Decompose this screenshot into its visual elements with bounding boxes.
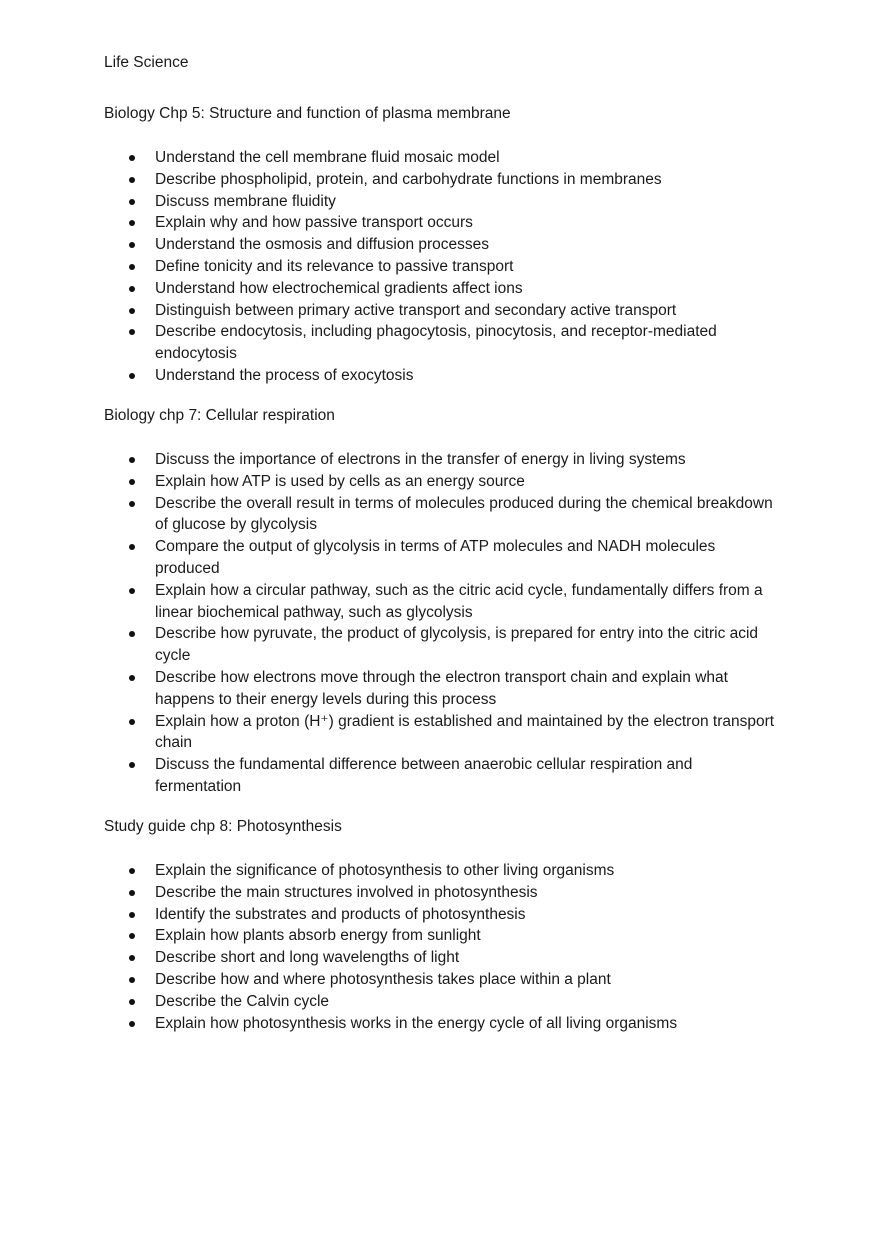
list-item: [104, 623, 775, 667]
bullet-icon: [129, 264, 135, 270]
bullet-icon: [129, 1021, 135, 1027]
objective-list: [104, 860, 794, 1034]
list-item: [104, 471, 775, 493]
list-item-text: Describe short and long wavelengths of light: [155, 949, 460, 967]
list-item-text: Explain how ATP is used by cells as an energy source: [155, 472, 525, 490]
list-item-text: Explain why and how passive transport occurs: [155, 214, 473, 232]
list-item-text: Explain the significance of photosynthesis to other living organisms: [155, 862, 615, 879]
bullet-icon: [129, 675, 135, 681]
list-item: [104, 256, 775, 278]
bullet-icon: [129, 762, 135, 768]
bullet-icon: [129, 631, 135, 637]
list-item-text: Describe the Calvin cycle: [155, 992, 330, 1010]
list-item-text: Understand how electrochemical gradients affect ions: [155, 279, 523, 297]
bullet-icon: [129, 999, 135, 1005]
bullet-icon: [129, 719, 135, 725]
list-item: [104, 860, 775, 882]
list-item-text: Describe endocytosis, including phagocytosis, pinocytosis, and receptor-mediated endocytosis: [155, 323, 717, 363]
bullet-icon: [129, 955, 135, 961]
list-item: [104, 882, 775, 904]
bullet-icon: [129, 199, 135, 205]
bullet-icon: [129, 286, 135, 292]
bullet-icon: [129, 912, 135, 918]
list-item-text: Distinguish between primary active transport and secondary active transport: [155, 301, 677, 319]
bullet-icon: [129, 479, 135, 485]
list-item-text: Describe how and where photosynthesis takes place within a plant: [155, 970, 611, 988]
bullet-icon: [129, 242, 135, 248]
list-item: [104, 278, 775, 300]
bullet-icon: [129, 373, 135, 379]
list-item-text: Describe the overall result in terms of molecules produced during the chemical breakdown of glucose by glycolysis: [155, 494, 773, 534]
section-chapter-7: [104, 406, 794, 798]
list-item-text: Explain how plants absorb energy from sunlight: [155, 927, 481, 945]
list-item-text: Compare the output of glycolysis in terms of ATP molecules and NADH molecules produced: [155, 538, 716, 577]
section-chapter-8: [104, 817, 794, 1034]
section-chapter-5: [104, 104, 794, 387]
list-item: [104, 947, 775, 969]
section-heading: Study guide chp 8: Photosynthesis: [104, 818, 342, 835]
section-heading: Biology chp 7: Cellular respiration: [104, 407, 335, 424]
bullet-icon: [129, 155, 135, 161]
bullet-icon: [129, 588, 135, 594]
list-item-text: Discuss the fundamental difference between anaerobic cellular respiration and fermentation: [155, 756, 693, 795]
bullet-icon: [129, 329, 135, 335]
list-item: [104, 300, 775, 322]
list-item: [104, 212, 775, 234]
bullet-icon: [129, 177, 135, 183]
list-item: [104, 711, 775, 755]
list-item-text: Discuss membrane fluidity: [155, 192, 336, 210]
list-item: [104, 321, 775, 365]
list-item-text: Explain how a circular pathway, such as the citric acid cycle, fundamentally differs from a linear biochemical pathway, such as glycolysis: [155, 581, 763, 621]
list-item: [104, 754, 775, 798]
list-item: [104, 667, 775, 711]
objective-list: [104, 449, 794, 798]
list-item: [104, 969, 775, 991]
list-item: [104, 580, 775, 624]
list-item: [104, 449, 775, 471]
bullet-icon: [129, 220, 135, 226]
list-item: [104, 536, 775, 580]
list-item: [104, 365, 775, 387]
list-item-text: Identify the substrates and products of photosynthesis: [155, 905, 526, 923]
list-item-text: Discuss the importance of electrons in the transfer of energy in living systems: [155, 451, 686, 468]
list-item-text: Understand the osmosis and diffusion processes: [155, 236, 490, 254]
bullet-icon: [129, 933, 135, 939]
list-item-text: Describe phospholipid, protein, and carbohydrate functions in membranes: [155, 170, 662, 188]
list-item-text: Explain how photosynthesis works in the energy cycle of all living organisms: [155, 1014, 678, 1032]
objective-list: [104, 147, 794, 387]
list-item: [104, 904, 775, 926]
list-item-text: Describe the main structures involved in photosynthesis: [155, 883, 538, 901]
list-item-text: Explain how a proton (H⁺) gradient is established and maintained by the electron transport chain: [155, 712, 775, 752]
list-item-text: Describe how pyruvate, the product of glycolysis, is prepared for entry into the citric acid cycle: [155, 625, 759, 665]
list-item: [104, 169, 775, 191]
document-title: Life Science: [104, 54, 189, 71]
list-item-text: Understand the cell membrane fluid mosaic model: [155, 149, 500, 166]
list-item-text: Define tonicity and its relevance to passive transport: [155, 257, 514, 275]
list-item-text: Describe how electrons move through the electron transport chain and explain what happens to their energy levels during this process: [155, 668, 728, 708]
bullet-icon: [129, 977, 135, 983]
list-item: [104, 234, 775, 256]
bullet-icon: [129, 544, 135, 550]
bullet-icon: [129, 890, 135, 896]
section-heading: Biology Chp 5: Structure and function of plasma membrane: [104, 105, 511, 122]
bullet-icon: [129, 308, 135, 314]
list-item: [104, 191, 775, 213]
bullet-icon: [129, 501, 135, 507]
list-item-text: Understand the process of exocytosis: [155, 366, 414, 384]
list-item: [104, 493, 775, 537]
list-item: [104, 925, 775, 947]
list-item: [104, 1013, 775, 1035]
bullet-icon: [129, 457, 135, 463]
list-item: [104, 147, 775, 169]
bullet-icon: [129, 868, 135, 874]
list-item: [104, 991, 775, 1013]
